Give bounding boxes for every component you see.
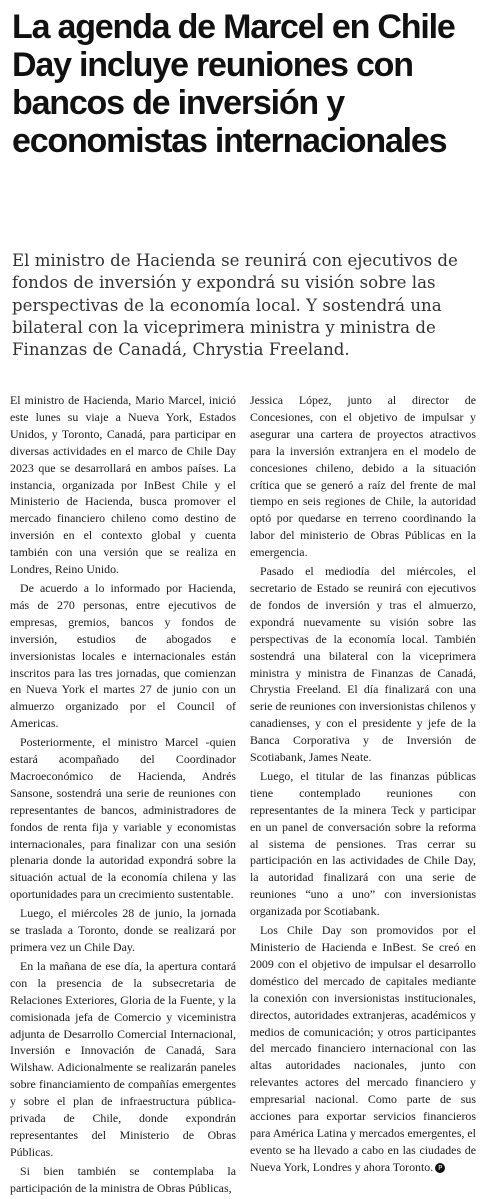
body-paragraph: De acuerdo a lo informado por Hacienda, más de 270 personas, entre ejecutivos de empresas, gremios, bancos y fondos de inversión, estudios de abogados e inversionistas locales e internacionales están inscritos para las tres jornadas, que comienzan en Nueva York el martes 27 de junio con un almuerzo organizado por el Council of Americas.: [10, 580, 236, 731]
body-paragraph: Si bien también se contemplaba la participación de la ministra de Obras Públicas,: [10, 1163, 236, 1195]
body-column-right: [250, 392, 476, 1178]
deck-summary: El ministro de Hacienda se reunirá con ejecutivos de fondos de inversión y expondrá su visión sobre las perspectivas de la economía local. Y sostendrá una bilateral con la viceprimera ministra y ministra de Finanzas de Canadá, Chrystia Freeland.: [12, 251, 458, 360]
body-paragraph: El ministro de Hacienda, Mario Marcel, inició este lunes su viaje a Nueva York, Estados Unidos, y Toronto, Canadá, para participar en diversas actividades en el marco de Chile Day 2023 que se desarrollará en ambos países. La instancia, organizada por InBest Chile y el Ministerio de Hacienda, busca promover el mercado financiero chileno como destino de inversión en el contexto global y cuenta también con una versión que se realiza en Londres, Reino Unido.: [10, 393, 236, 577]
headline: La agenda de Marcel en Chile Day incluye reuniones con bancos de inversión y economistas internacionales: [12, 8, 455, 160]
body-column-left: [10, 392, 236, 1199]
body-paragraph: Pasado el mediodía del miércoles, el secretario de Estado se reunirá con ejecutivos de fondos de inversión y tras el almuerzo, expondrá nuevamente su visión sobre las perspectivas de la economía local. También sostendrá una bilateral con la viceprimera ministra y ministra de Finanzas de Canadá, Chrystia Freeland. El día finalizará con una serie de reuniones con inversionistas chilenos y canadienses, y con el presidente y jefe de la Banca Corporativa y de Inversión de Scotiabank, James Neate.: [250, 564, 476, 765]
body-paragraph: Luego, el titular de las finanzas públicas tiene contemplado reuniones con representantes de la minera Teck y participar en un panel de conversación sobre la reforma al sistema de pensiones. Tras cerrar su participación en las actividades de Chile Day, la autoridad finalizará con una serie de reuniones “uno a uno” con inversionistas organizada por Scotiabank.: [250, 768, 476, 919]
body-paragraph: En la mañana de ese día, la apertura contará con la presencia de la subsecretaria de Relaciones Exteriores, Gloria de la Fuente, y la comisionada jefa de Comercio y viceministra adjunta de Desarrollo Comercial Internacional, Inversión e Innovación de Canadá, Sara Wilshaw. Adicionalmente se realizarán paneles sobre financiamiento de compañías emergentes y sobre el plan de infraestructura pública-privada de Chile, donde expondrán representantes del Ministerio de Obras Públicas.: [10, 958, 236, 1159]
body-paragraph: Luego, el miércoles 28 de junio, la jornada se traslada a Toronto, donde se realizará por primera vez un Chile Day.: [10, 906, 236, 954]
body-paragraph-last: [250, 922, 476, 1176]
body-paragraph: Posteriormente, el ministro Marcel -quien estará acompañado del Coordinador Macroeconómico de Hacienda, Andrés Sansone, sostendrá una serie de reuniones con representantes de bancos, administradores de fondos de renta fija y variable y economistas internacionales, para finalizar con una sesión plenaria donde la autoridad expondrá sobre la situación actual de la economía chilena y las oportunidades para un crecimiento sustentable.: [10, 735, 236, 902]
body-paragraph: Jessica López, junto al director de Concesiones, con el objetivo de impulsar y asegurar una cartera de proyectos atractivos para la inversión extranjera en el modelo de concesiones chileno, debido a la situación crítica que se generó a raíz del frente de mal tiempo en seis regiones de Chile, la autoridad optó por quedarse en terreno coordinando la labor del ministerio de Obras Públicas en la emergencia.: [250, 393, 476, 560]
end-of-article-icon: P: [435, 1163, 445, 1173]
body-paragraph-text: Los Chile Day son promovidos por el Ministerio de Hacienda e InBest. Se creó en 2009 con el objetivo de impulsar el desarrollo doméstico del mercado de capitales mediante la conexión con inversionistas institucionales, directos, autoridades extranjeras, académicos y medios de comunicación; y otros participantes del mercado financiero internacional con las altas autoridades nacionales, junto con relevantes actores del mercado financiero y empresarial nacional. Como parte de sus acciones para exportar servicios financieros para América Latina y mercados emergentes, el evento se ha llevado a cabo en las ciudades de Nueva York, Londres y ahora Toronto.: [250, 923, 476, 1174]
